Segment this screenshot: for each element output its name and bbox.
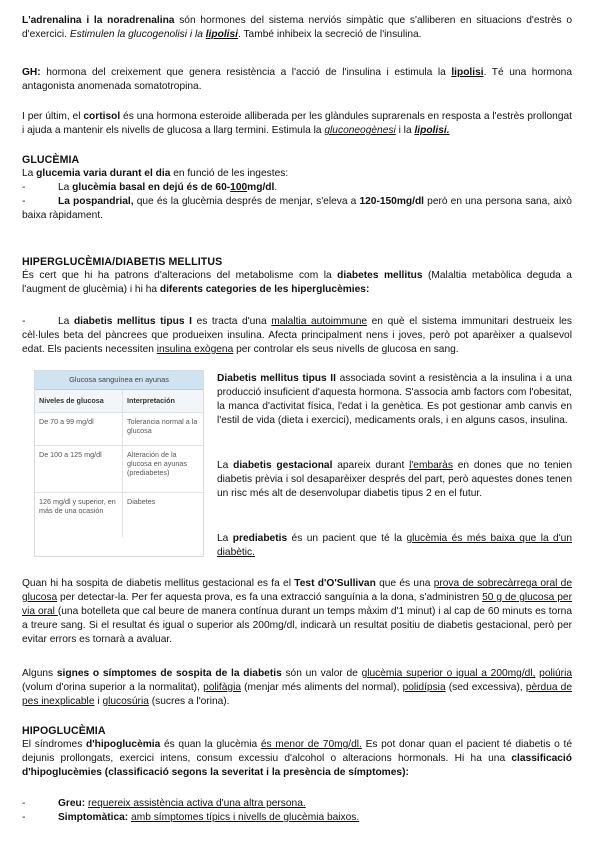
adrenaline-paragraph: L'adrenalina i la noradrenalina són hormones del sistema nerviós simpàtic que s'alliberen en situacions d'estrès o d'exercici. Estimulen la glucogenolisi i la lipolisi. També inhibeix la secreció de l'insulina. [22,15,572,40]
gh-term: GH: [22,67,41,78]
list-item: - Greu: requereix assistència activa d'una altra persona. [22,798,306,809]
hipoglucemia-section: HIPOGLUCÈMIA El síndromes d'hipoglucèmia és quan la glucèmia és menor de 70mg/dl. Es pot donar quan el pacient té diabetis o té dejunis prollongats, exercici intens, consum excessiu d'alcohol o alteracions hormonals. Hi ha una classificació d'hipoglucèmies (classificació segons la severitat i la presència de símptomes): [22,725,572,778]
table-row: De 70 a 99 mg/dl Tolerancia normal a la glucosa [35,413,203,446]
gh-paragraph: GH: hormona del creixement que genera resistència a l'acció de l'insulina i estimula la lipolisi. Té una hormona antagonista anomenada somatotropina. [22,67,572,92]
adrenaline-term: L'adrenalina i la noradrenalina [22,15,175,26]
symptoms-paragraph: Alguns signes o símptomes de sospita de la diabetis són un valor de glucèmia superior o igual a 200mg/dl, poliúria (volum d'orina superior a la normalitat), polifàgia (menjar més aliments del normal), polidípsia (sed excessiva), pèrdua de pes inexplicable i glucosúria (sucres a l'orina). [22,668,573,707]
table-header-row [35,390,203,413]
gestational-paragraph: La diabetis gestacional apareix durant l'embaràs en dones que no tenien diabetis prèvia i sol desaparèixer després del part, però aquestes dones tenen un risc més alt de desenvolupar diabetis tipus 2 en el futur. [217,460,572,499]
diabetes-type2-paragraph: Diabetis mellitus tipus II associada sovint a resistència a la insulina i a una producció insuficient d'aquesta hormona. S'associa amb factors com l'obesitat, la manca d'activitat física, l'edat i la genètica. Es pot gestionar amb canvis en l'estil de vida (dieta i exercici), medicaments orals, i en alguns casos, insulina. [217,373,572,426]
cortisol-term: cortisol [83,111,121,122]
lipolisi-term: lipolisi [205,29,238,40]
section-heading: GLUCÈMIA [22,154,80,166]
glucose-fasting-table [34,370,204,557]
section-heading: HIPOGLUCÈMIA [22,725,106,737]
list-item: - La pospandrial, que és la glucèmia després de menjar, s'eleva a 120-150mg/dl però en una persona sana, això baixa ràpidament. [22,196,572,221]
list-item: - Simptomàtica: amb símptomes típics i nivells de glucèmia baixos. [22,812,360,823]
osullivan-paragraph: Quan hi ha sospita de diabetis mellitus gestacional es fa el Test d'O'Sullivan que és una prova de sobrecàrrega oral de glucosa per detectar-la. Per fer aquesta prova, es fa una extracció sanguínia a la dona, s'administren 50 g de glucosa per via oral (una botelleta que cal beure de manera contínua durant un temps màxim d'1 minut) i al cap de 60 minuts es torna a treure sang. Si el resultat és igual o superior als 200mg/dl, indicarà un resultat positiu de diabetis gestacional, però per evitar errors es tornarà a avaluar. [22,578,572,645]
section-heading: HIPERGLUCÈMIA/DIABETIS MELLITUS [22,256,223,268]
table-header-cell: Interpretación [127,396,175,405]
table-header-cell: Niveles de glucosa [35,390,123,412]
table-row: De 100 a 125 mg/dl Alteración de la glucosa en ayunas (prediabetes) [35,446,203,493]
glucemia-section: GLUCÈMIA La glucemia varia durant el dia en funció de les ingestes: - La glucèmia basal en dejú és de 60-100mg/dl. - La pospandrial, que és la glucèmia després de menjar, s'eleva a 120-150mg/dl però en una persona sana, això baixa ràpidament. [22,154,572,221]
table-title: Glucosa sanguínea en ayunas [35,371,203,390]
table-row: 126 mg/dl y superior, en más de una ocasión Diabetes [35,493,203,537]
diabetes-type1-item: - La diabetis mellitus tipus I es tracta d'una malaltia autoimmune en què el sistema immunitari destrueix les cèl·lules beta del pàncrees que produeixen insulina. Afecta principalment nens i joves, però pot aparèixer a qualsevol edat. Els pacients necessiten insulina exògena per controlar els seus nivells de glucosa en sang. [22,316,573,355]
cortisol-paragraph: I per últim, el cortisol és una hormona esteroide alliberada per les glàndules suprarenals en resposta a l'estrès prollongat i ajuda a mantenir els nivells de glucosa a llarg termini. Estimula la gluconeogènesi i la lipolisi. [22,111,572,136]
hiperglucemia-section: HIPERGLUCÈMIA/DIABETIS MELLITUS És cert que hi ha patrons d'alteracions del metabolisme com la diabetes mellitus (Malaltia metabòlica deguda a l'augment de glucèmia) i hi ha diferents categories de les hiperglucèmies: [22,256,572,295]
list-item: - La glucèmia basal en dejú és de 60-100mg/dl. [22,182,278,193]
prediabetes-paragraph: La prediabetis és un pacient que té la glucèmia és més baixa que la d'un diabètic. [217,533,572,558]
hypoglycemia-list [22,797,572,825]
